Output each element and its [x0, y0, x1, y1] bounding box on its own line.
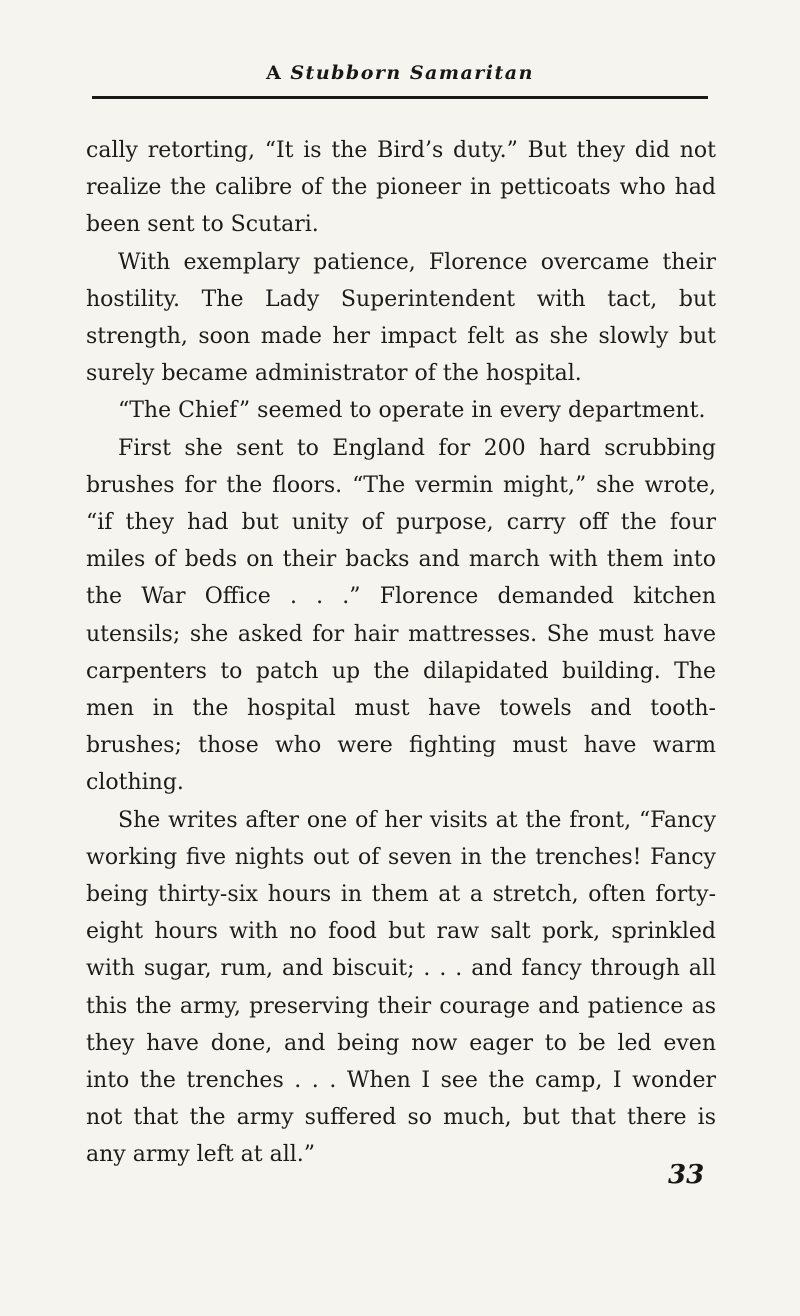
running-head-article: A: [266, 62, 283, 84]
paragraph-1: cally retorting, “It is the Bird’s duty.” But they did not realize the calibre of the pioneer in petticoats who had been sent to Scutari.: [86, 138, 716, 238]
header-rule: [92, 96, 708, 99]
page-number: 33: [668, 1160, 705, 1190]
paragraph-5: She writes after one of her visits at the front, “Fancy working five nights out of seven in the trenches! Fancy being thirty-six hours in them at a stretch, often forty-eight hours with no food but raw salt pork, sprinkled with sugar, rum, and biscuit; . . . and fancy through all this the army, preserving their courage and patience as they have done, and being now eager to be led even into the trenches . . . When I see the camp, I wonder not that the army suffered so much, but that there is any army left at all.”: [86, 807, 716, 1168]
body-text: [86, 132, 716, 1174]
running-head: [0, 62, 800, 84]
paragraph-3: “The Chief” seemed to operate in every department.: [118, 398, 706, 424]
paragraph-2: With exemplary patience, Florence overcame their hostility. The Lady Superintendent with tact, but strength, soon made her impact felt as she slowly but surely became administrator of the hospital.: [86, 249, 716, 387]
paragraph-4: First she sent to England for 200 hard scrubbing brushes for the floors. “The vermin might,” she wrote, “if they had but unity of purpose, carry off the four miles of beds on their backs and march with them into the War Office . . .” Florence demanded kitchen utensils; she asked for hair mattresses. She must have carpenters to patch up the dilapidated building. The men in the hospital must have towels and tooth-brushes; those who were fighting must have warm clothing.: [86, 435, 716, 796]
running-head-title: Stubborn Samaritan: [290, 62, 534, 84]
